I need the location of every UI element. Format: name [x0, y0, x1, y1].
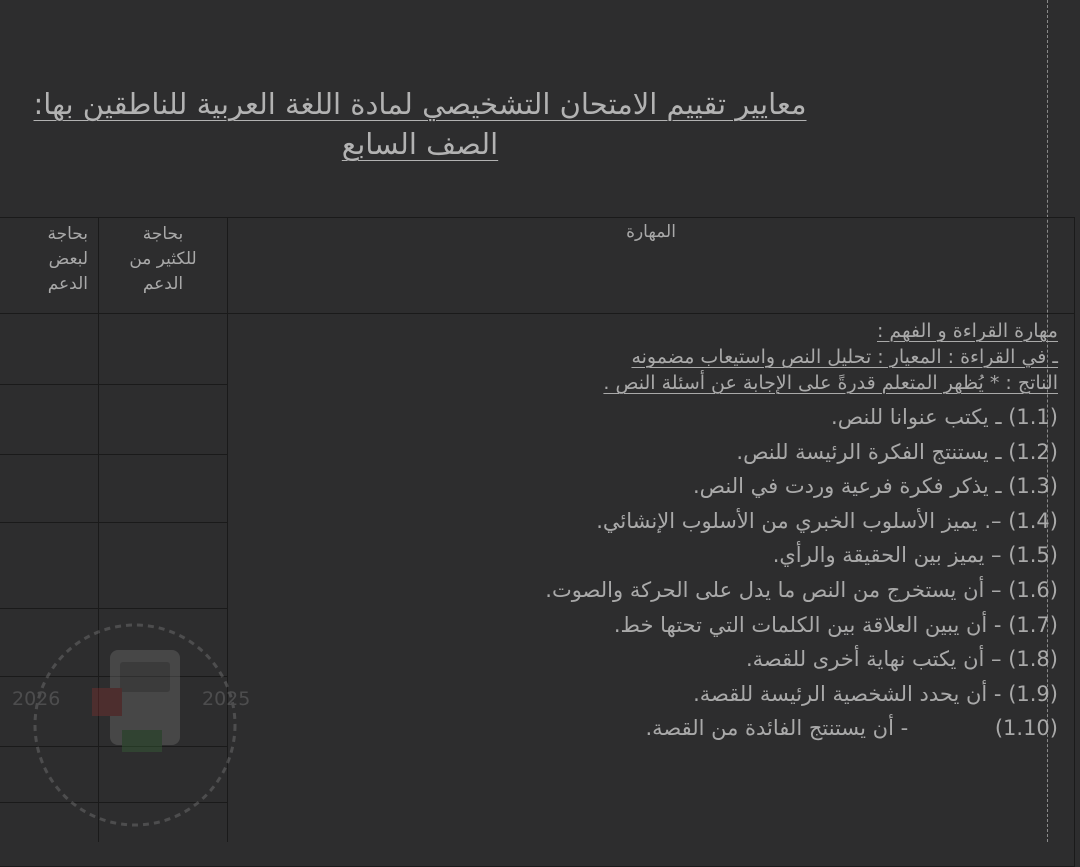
criterion-number: (1.9) — [1008, 681, 1058, 706]
criterion-number: (1.7) — [1008, 612, 1058, 637]
criterion-text: – أن يكتب نهاية أخرى للقصة. — [745, 647, 1002, 672]
section-heading: مهارة القراءة و الفهم : — [876, 320, 1058, 342]
header-much-support-line: بحاجة — [142, 224, 184, 244]
criterion-number: (1.10) — [994, 716, 1058, 741]
criterion-text: ـ يستنتج الفكرة الرئيسة للنص. — [736, 439, 1002, 464]
criterion-item — [545, 469, 1058, 504]
criterion-text: – يميز بين الحقيقة والرأي. — [772, 543, 1002, 568]
criterion-text: ـ يكتب عنوانا للنص. — [831, 405, 1002, 429]
criterion-number: (1.5) — [1008, 543, 1058, 568]
table-row-divider — [0, 608, 227, 609]
criterion-text: - أن يبين العلاقة بين الكلمات التي تحتها خط. — [613, 612, 1002, 637]
header-some-support-line: بحاجة — [47, 224, 88, 244]
header-much-support — [99, 222, 227, 297]
table-row-divider — [0, 522, 227, 523]
criterion-item — [545, 711, 1058, 746]
title-line-1: معايير تقييم الامتحان التشخيصي لمادة اللغة العربية للناطقين بها: — [33, 87, 807, 121]
criterion-item — [545, 504, 1058, 539]
criterion-text: –. يميز الأسلوب الخبري من الأسلوب الإنشائي. — [596, 508, 1002, 533]
header-skill-label: المهارة — [626, 222, 676, 242]
criterion-text: - أن يحدد الشخصية الرئيسة للقصة. — [693, 681, 1002, 706]
criterion-item — [545, 677, 1058, 712]
criterion-item — [545, 608, 1058, 643]
header-some-support-line: الدعم — [47, 274, 88, 294]
criterion-item — [545, 642, 1058, 677]
criterion-number: (1.3) — [1008, 474, 1058, 499]
criterion-number: (1.1) — [1008, 405, 1058, 429]
outcome-line: الناتج : * يُظهر المتعلم قدرةً على الإجابة عن أسئلة النص . — [603, 372, 1058, 394]
criterion-number: (1.4) — [1008, 508, 1058, 533]
header-some-support — [0, 222, 98, 297]
criterion-text: – أن يستخرج من النص ما يدل على الحركة والصوت. — [545, 577, 1002, 602]
standard-line: ـ في القراءة : المعيار : تحليل النص واستيعاب مضمونه — [631, 346, 1058, 368]
watermark-logo-icon — [12, 610, 251, 840]
header-much-support-line: للكثير من — [129, 249, 197, 269]
document-title — [0, 84, 920, 164]
criterion-text: ـ يذكر فكرة فرعية وردت في النص. — [692, 474, 1002, 499]
criterion-item — [545, 435, 1058, 470]
criterion-number: (1.6) — [1008, 577, 1058, 602]
title-line-2: الصف السابع — [341, 127, 499, 161]
header-skill — [228, 220, 1074, 245]
criterion-number: (1.2) — [1008, 439, 1058, 464]
criterion-number: (1.8) — [1008, 647, 1058, 672]
criterion-item — [545, 573, 1058, 608]
header-some-support-line: لبعض — [48, 249, 88, 269]
header-much-support-line: الدعم — [142, 274, 184, 294]
watermark-year-right: 2025 — [202, 688, 251, 710]
skill-content — [545, 318, 1058, 746]
criterion-item — [545, 400, 1058, 435]
table-header-divider — [0, 313, 1075, 314]
criterion-item — [545, 538, 1058, 573]
table-row-divider — [0, 454, 227, 455]
criterion-text: - أن يستنتج الفائدة من القصة. — [645, 716, 909, 741]
watermark-year-left: 2026 — [12, 688, 61, 710]
table-row-divider — [0, 384, 227, 385]
